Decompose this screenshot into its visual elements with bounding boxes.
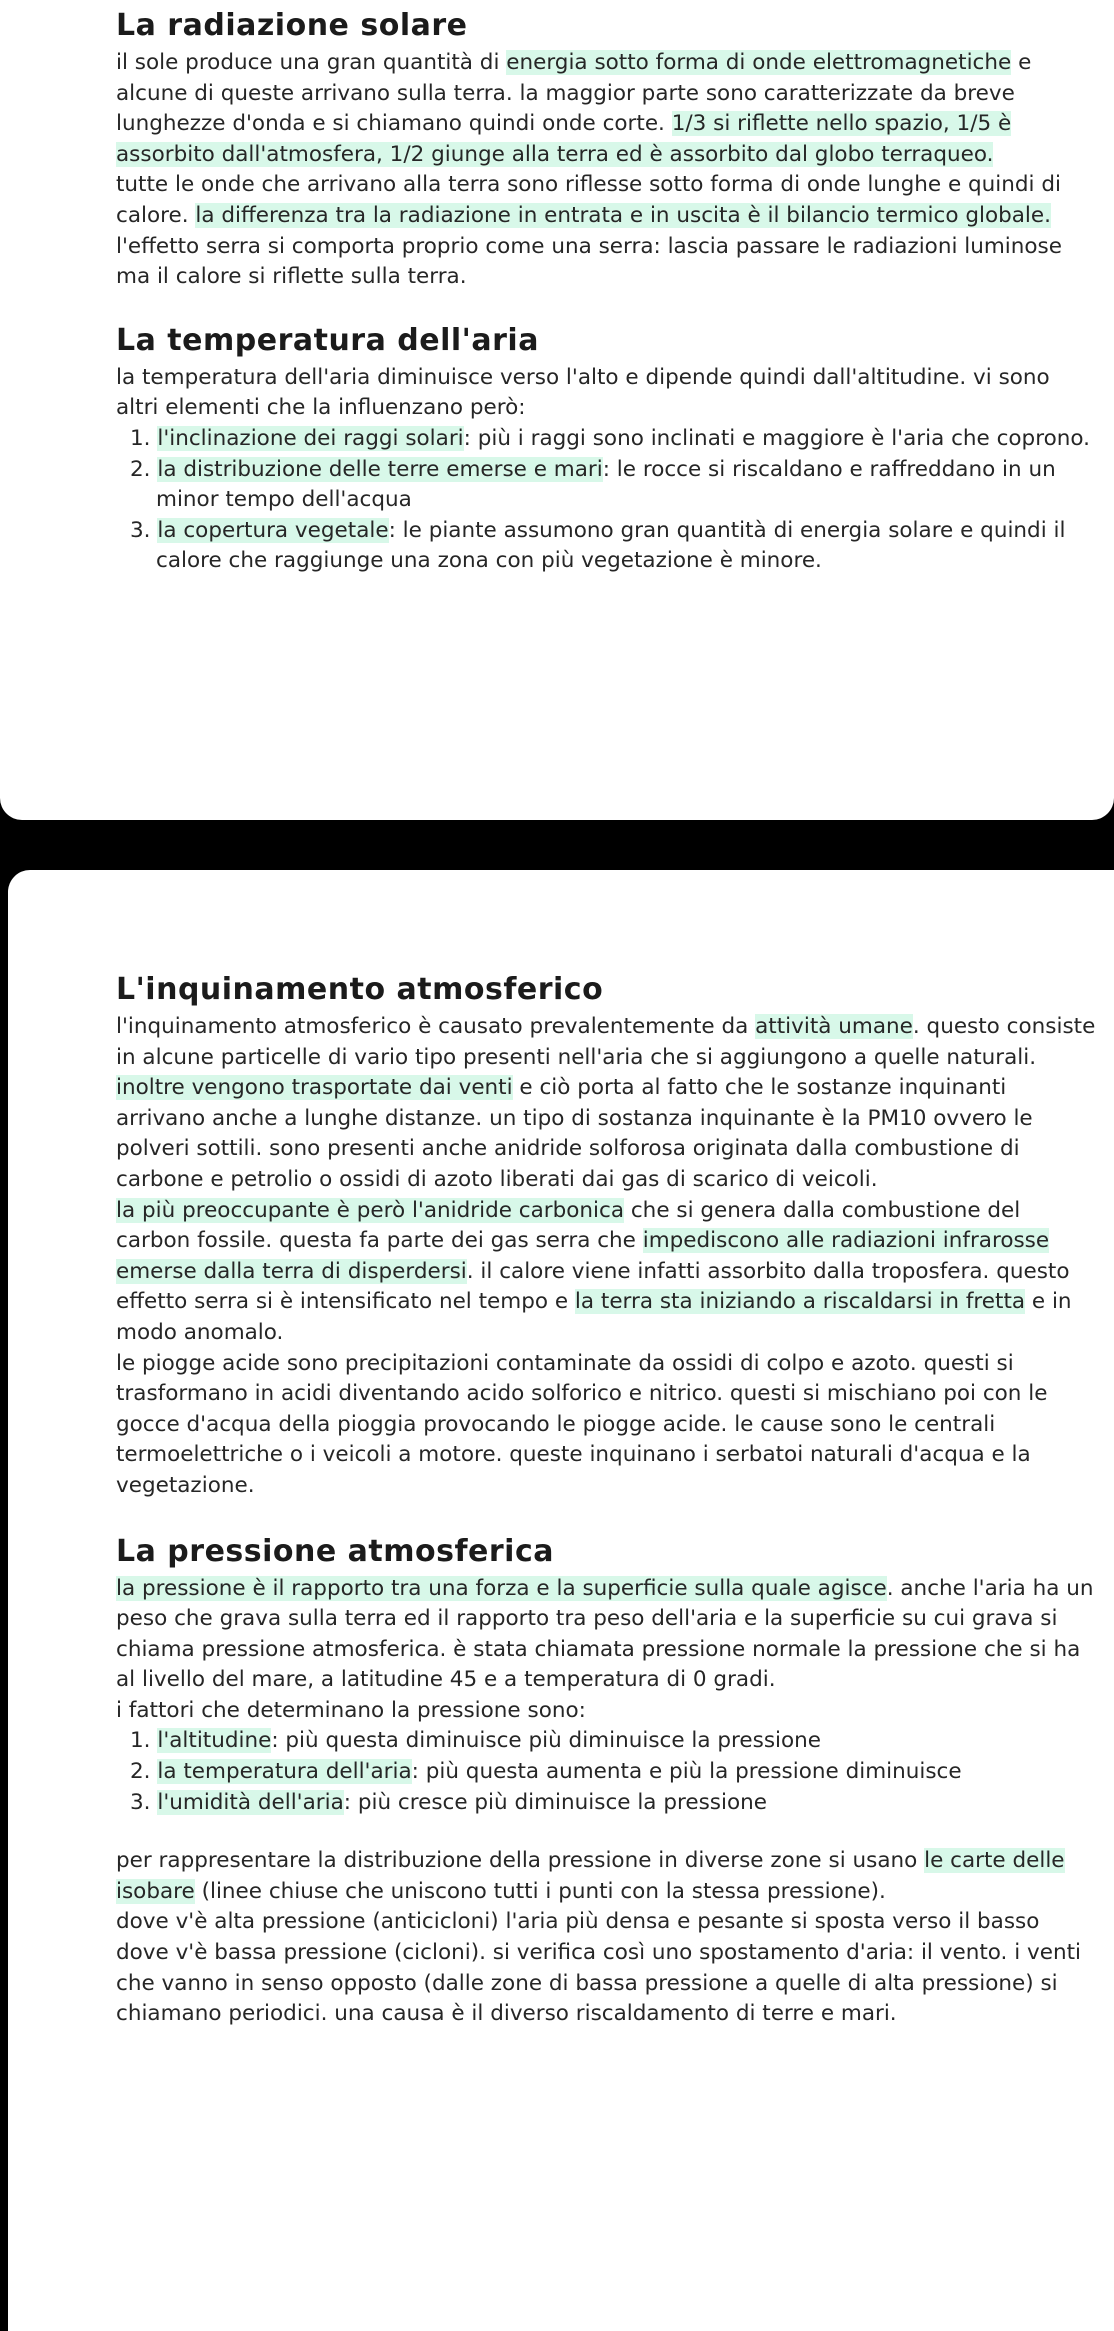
- highlight: la copertura vegetale: [157, 517, 389, 543]
- item-number: 2.: [130, 456, 151, 482]
- highlight: le carte delle isobare: [116, 1848, 1065, 1904]
- paragraph: le piogge acide sono precipitazioni contaminate da ossidi di colpo e azoto. questi si trasformano in acidi diventando acido solforico e nitrico. questi si mischiano poi con le gocce d'acqua della pioggia provocando le piogge acide. le cause sono le centrali termoelettriche o i veicoli a motore. queste inquinano i serbatoi naturali d'acqua e la vegetazione.: [116, 1350, 1048, 1498]
- list-item: [116, 455, 1114, 516]
- highlight: la differenza tra la radiazione in entrata e in uscita è il bilancio termico globale.: [195, 202, 1051, 228]
- text: e in modo anomalo.: [116, 1289, 1072, 1345]
- text: : più cresce più diminuisce la pressione: [343, 1789, 767, 1815]
- highlight: attività umane: [755, 1014, 913, 1039]
- text: per rappresentare la distribuzione della pressione in diverse zone si usano: [116, 1848, 925, 1874]
- text: l'inquinamento atmosferico è causato prevalentemente da: [116, 1014, 756, 1039]
- paragraph: [8, 1012, 1114, 1196]
- list-item: [116, 424, 1114, 455]
- page-2-content: [8, 972, 1114, 2030]
- item-number: 3.: [130, 1789, 151, 1815]
- item-number: 1.: [130, 1728, 151, 1754]
- highlight: la terra sta iniziando a riscaldarsi in fretta: [574, 1289, 1026, 1315]
- text: : le piante assumono gran quantità di energia solare e quindi il calore che raggiunge una zona con più vegetazione è minore.: [156, 517, 1066, 574]
- highlight: l'altitudine: [157, 1728, 272, 1754]
- paragraph: l'effetto serra si comporta proprio come una serra: lascia passare le radiazioni luminose ma il calore si riflette sulla terra.: [116, 233, 1062, 290]
- paragraph: [0, 170, 1114, 231]
- list-item: [116, 1757, 1114, 1788]
- highlight: l'umidità dell'aria: [157, 1789, 344, 1815]
- text: : più questa aumenta e più la pressione diminuisce: [411, 1759, 962, 1785]
- section-title-temperatura: La temperatura dell'aria: [116, 322, 539, 358]
- paragraph: dove v'è alta pressione (anticicloni) l'aria più densa e pesante si sposta verso il basso dove v'è bassa pressione (cicloni). si verifica così uno spostamento d'aria: il vento. i venti che vanno in senso opposto (dalle zone di bassa pressione a quelle di alta pressione) si chiamano periodici. una causa è il diverso riscaldamento di terre e mari.: [116, 1909, 1081, 2027]
- highlight: la temperatura dell'aria: [157, 1759, 412, 1785]
- paragraph: [8, 1574, 1114, 1696]
- text: e alcune di queste arrivano sulla terra. la maggior parte sono caratterizzate da breve lunghezze d'onda e si chiamano quindi onde corte.: [116, 50, 1032, 137]
- section-title-inquinamento: L'inquinamento atmosferico: [116, 972, 604, 1007]
- text: : più questa diminuisce più diminuisce la pressione: [271, 1728, 822, 1754]
- paragraph: la temperatura dell'aria diminuisce verso l'alto e dipende quindi dall'altitudine. vi sono altri elementi che la influenzano però:: [116, 364, 1050, 421]
- text: . anche l'aria ha un peso che grava sulla terra ed il rapporto tra peso dell'aria e la superficie su cui grava si chiama pressione atmosferica. è stata chiamata pressione normale la pressione che si ha al livello del mare, a latitudine 45 e a temperatura di 0 gradi.: [116, 1575, 1094, 1693]
- paragraph: [0, 48, 1114, 170]
- highlight: l'inclinazione dei raggi solari: [157, 425, 464, 451]
- list-item: [116, 1788, 1114, 1819]
- highlight: la distribuzione delle terre emerse e mari: [157, 456, 603, 482]
- text: che si genera dalla combustione del carbon fossile. questa fa parte dei gas serra che: [116, 1197, 1021, 1254]
- highlight: la più preoccupante è però l'anidride carbonica: [116, 1197, 625, 1223]
- item-number: 3.: [130, 517, 151, 543]
- list-item: [116, 1726, 1114, 1757]
- text: e ciò porta al fatto che le sostanze inquinanti arrivano anche a lunghe distanze. un tipo di sostanza inquinante è la PM10 ovvero le polveri sottili. sono presenti anche anidride solforosa originata dalla combustione di carbone e petrolio o ossidi di azoto liberati dai gas di scarico di veicoli.: [116, 1075, 1033, 1192]
- text: . il calore viene infatti assorbito dalla troposfera. questo effetto serra si è intensificato nel tempo e: [116, 1258, 1070, 1315]
- notes-page-2: [8, 870, 1114, 2331]
- highlight: la pressione è il rapporto tra una forza e la superficie sulla quale agisce: [116, 1575, 887, 1601]
- notes-page-1: [0, 0, 1114, 820]
- text: : più i raggi sono inclinati e maggiore è l'aria che coprono.: [463, 425, 1090, 451]
- section-title-pressione: La pressione atmosferica: [116, 1533, 554, 1569]
- text: . questo consiste in alcune particelle di vario tipo presenti nell'aria che si aggiungono a quelle naturali.: [116, 1014, 1096, 1070]
- paragraph: [8, 1846, 1114, 1907]
- page-1-content: [0, 8, 1114, 577]
- item-number: 1.: [130, 425, 151, 451]
- factor-list: [0, 424, 1114, 577]
- factor-list: [8, 1726, 1114, 1818]
- paragraph: i fattori che determinano la pressione sono:: [116, 1697, 586, 1723]
- text: (linee chiuse che uniscono tutti i punti con la stessa pressione).: [194, 1878, 886, 1904]
- highlight: impediscono alle radiazioni infrarosse emerse dalla terra di disperdersi: [116, 1228, 1050, 1284]
- text: tutte le onde che arrivano alla terra sono riflesse sotto forma di onde lunghe e quindi di calore.: [116, 172, 1061, 228]
- highlight: energia sotto forma di onde elettromagnetiche: [506, 50, 1012, 75]
- text: il sole produce una gran quantità di: [116, 50, 507, 75]
- section-title-radiazione: La radiazione solare: [116, 8, 468, 43]
- list-item: [116, 516, 1114, 577]
- highlight: inoltre vengono trasportate dai venti: [116, 1075, 513, 1101]
- highlight: 1/3 si riflette nello spazio, 1/5 è assorbito dall'atmosfera, 1/2 giunge alla terra ed è assorbito dal globo terraqueo.: [116, 111, 1012, 167]
- paragraph: [8, 1196, 1114, 1349]
- item-number: 2.: [130, 1759, 151, 1785]
- text: : le rocce si riscaldano e raffreddano in un minor tempo dell'acqua: [156, 456, 1056, 513]
